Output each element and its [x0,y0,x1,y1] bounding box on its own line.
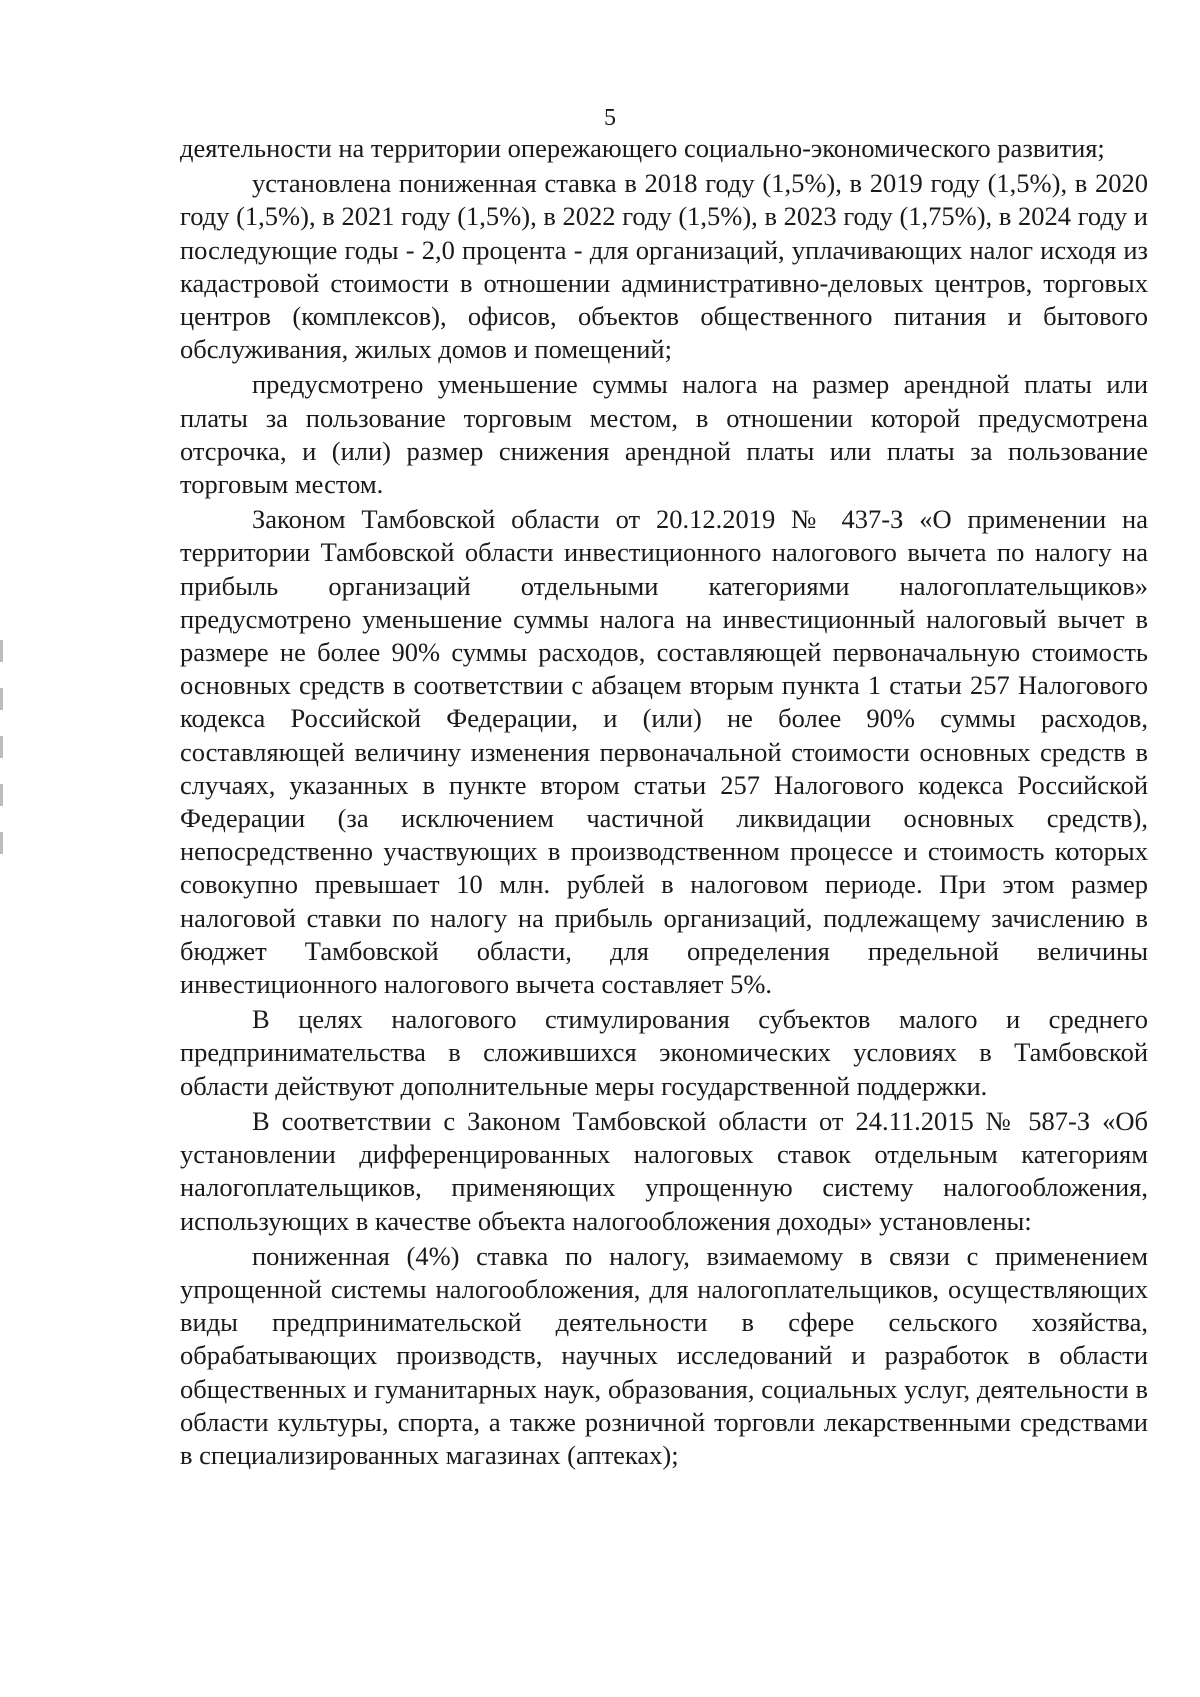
paragraph-reduced-4-percent: пониженная (4%) ставка по налогу, взимаемому в связи с применением упрощенной системы налогообложения, для налогоплательщиков, осуществляющих виды предпринимательской деятельности в сфере сельского хозяйства, обрабатывающих производств, научных исследований и разработок в области общественных и гуманитарных наук, образования, социальных услуг, деятельности в области культуры, спорта, а также розничной торговли лекарственными средствами в специализированных магазинах (аптеках); [180,1240,1148,1470]
paragraph-law-587: В соответствии с Законом Тамбовской области от 24.11.2015 № 587-З «Об установлении дифференцированных налоговых ставок отдельным категориям налогоплательщиков, применяющих упрощенную систему налогообложения, использующих в качестве объекта налогообложения доходы» установлены: [180,1105,1148,1236]
body-text [180,132,1148,1472]
binding-margin-marks [0,640,6,880]
paragraph-law-437: Законом Тамбовской области от 20.12.2019 № 437-З «О применении на территории Тамбовской области инвестиционного налогового вычета по налогу на прибыль организаций отдельными категориями налогоплательщиков» предусмотрено уменьшение суммы налога на инвестиционный налоговый вычет в размере не более 90% суммы расходов, составляющей первоначальную стоимость основных средств в соответствии с абзацем вторым пункта 1 статьи 257 Налогового кодекса Российской Федерации, и (или) не более 90% суммы расходов, составляющей величину изменения первоначальной стоимости основных средств в случаях, указанных в пункте втором статьи 257 Налогового кодекса Российской Федерации (за исключением частичной ликвидации основных средств), непосредственно участвующих в производственном процессе и стоимость которых совокупно превышает 10 млн. рублей в налоговом периоде. При этом размер налоговой ставки по налогу на прибыль организаций, подлежащему зачислению в бюджет Тамбовской области, для определения предельной величины инвестиционного налогового вычета составляет 5%. [180,504,1148,1000]
paragraph-continuation: деятельности на территории опережающего социально-экономического развития; [180,133,1105,163]
page-number: 5 [604,105,616,131]
paragraph-reduced-rate: установлена пониженная ставка в 2018 году (1,5%), в 2019 году (1,5%), в 2020 году (1,5%), в 2021 году (1,5%), в 2022 году (1,5%), в 2023 году (1,75%), в 2024 году и последующие годы - 2,0 процента - для организаций, уплачивающих налог исходя из кадастровой стоимости в отношении административно-деловых центров, торговых центров (комплексов), офисов, объектов общественного питания и бытового обслуживания, жилых домов и помещений; [180,168,1148,365]
paragraph-small-business: В целях налогового стимулирования субъектов малого и среднего предпринимательства в сложившихся экономических условиях в Тамбовской области действуют дополнительные меры государственной поддержки. [180,1004,1148,1101]
paragraph-rent-reduction: предусмотрено уменьшение суммы налога на размер арендной платы или платы за пользование торговым местом, в отношении которой предусмотрена отсрочка, и (или) размер снижения арендной платы или платы за пользование торговым местом. [180,369,1148,500]
